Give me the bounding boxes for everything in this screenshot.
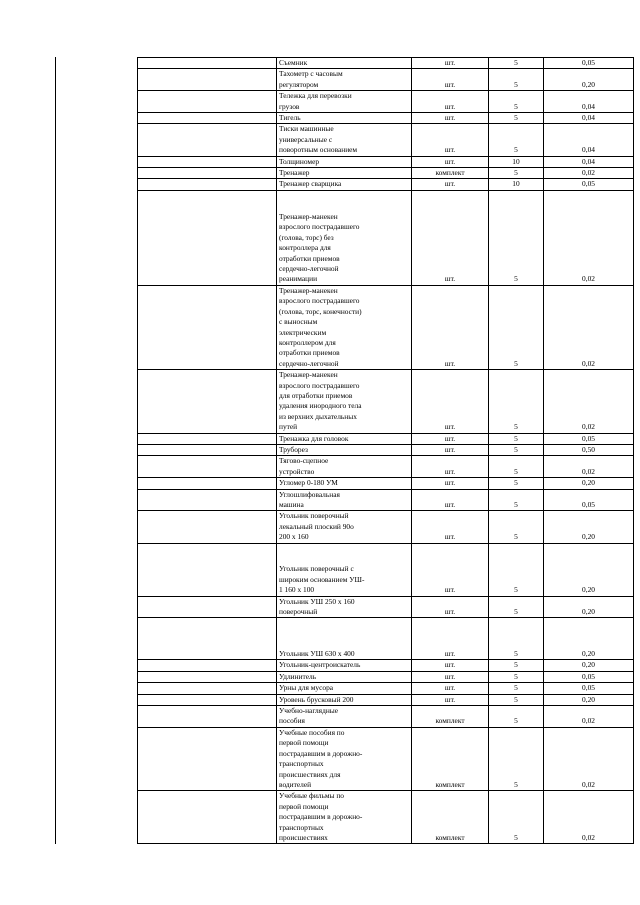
coefficient-cell: [544, 596, 634, 618]
unit-cell: [412, 618, 489, 660]
item-name-cell: [277, 179, 412, 190]
coefficient-text: 0,20: [582, 532, 595, 542]
item-name-cell: [277, 706, 412, 728]
quantity-cell: [489, 706, 544, 728]
unit-text: шт.: [444, 444, 456, 454]
coefficient-cell: [544, 683, 634, 694]
quantity-cell: [489, 91, 544, 113]
coefficient-text: 0,02: [582, 422, 595, 432]
coefficient-text: 0,50: [582, 444, 595, 454]
row-spacer-cell: [138, 671, 277, 682]
quantity-cell: [489, 370, 544, 433]
coefficient-text: 0,02: [582, 466, 595, 476]
coefficient-cell: [544, 91, 634, 113]
coefficient-text: 0,04: [582, 156, 595, 166]
quantity-text: 5: [514, 671, 518, 681]
coefficient-text: 0,05: [582, 433, 595, 443]
quantity-text: 5: [514, 683, 518, 693]
item-name-text: Тренажер сварщика: [279, 179, 342, 189]
coefficient-text: 0,05: [582, 179, 595, 189]
unit-text: шт.: [444, 113, 456, 123]
table-row: [138, 91, 634, 113]
coefficient-cell: [544, 511, 634, 543]
row-spacer-cell: [138, 596, 277, 618]
item-name-cell: [277, 444, 412, 455]
equipment-table: [137, 57, 634, 844]
item-name-text: Учебные фильмы по первой помощи пострадавшим в дорожно- транспортных происшествиях: [279, 791, 363, 842]
quantity-text: 5: [514, 466, 518, 476]
table-row: [138, 791, 634, 844]
coefficient-text: 0,02: [582, 358, 595, 368]
coefficient-text: 0,04: [582, 145, 595, 155]
coefficient-text: 0,02: [582, 716, 595, 726]
item-name-text: Тахометр с часовым регулятором: [279, 69, 343, 89]
item-name-cell: [277, 58, 412, 69]
item-name-cell: [277, 543, 412, 596]
item-name-cell: [277, 489, 412, 511]
item-name-cell: [277, 168, 412, 179]
item-name-cell: [277, 113, 412, 124]
quantity-cell: [489, 433, 544, 444]
coefficient-text: 0,04: [582, 101, 595, 111]
item-name-text: Угольник УШ 250 х 160 поверочный: [279, 596, 355, 617]
table-row: [138, 156, 634, 167]
quantity-text: 5: [514, 58, 518, 67]
item-name-cell: [277, 69, 412, 91]
row-spacer-cell: [138, 683, 277, 694]
row-spacer-cell: [138, 179, 277, 190]
quantity-text: 10: [512, 156, 520, 166]
table-row: [138, 69, 634, 91]
table-row: [138, 618, 634, 660]
unit-cell: [412, 791, 489, 844]
quantity-cell: [489, 58, 544, 69]
quantity-cell: [489, 596, 544, 618]
item-name-cell: [277, 683, 412, 694]
unit-cell: [412, 433, 489, 444]
table-row: [138, 543, 634, 596]
item-name-cell: [277, 791, 412, 844]
quantity-text: 5: [514, 444, 518, 454]
unit-text: шт.: [444, 358, 456, 368]
equipment-table-body: [138, 58, 634, 844]
quantity-text: 5: [514, 607, 518, 617]
item-name-cell: [277, 370, 412, 433]
unit-cell: [412, 370, 489, 433]
quantity-text: 5: [514, 532, 518, 542]
table-row: [138, 444, 634, 455]
quantity-cell: [489, 660, 544, 671]
unit-text: шт.: [444, 145, 456, 155]
item-name-cell: [277, 671, 412, 682]
item-name-text: Углошлифовальная машина: [279, 489, 340, 509]
coefficient-text: 0,20: [582, 660, 595, 670]
item-name-cell: [277, 124, 412, 156]
quantity-cell: [489, 69, 544, 91]
quantity-cell: [489, 727, 544, 790]
coefficient-text: 0,20: [582, 607, 595, 617]
unit-text: комплект: [435, 168, 465, 178]
table-row: [138, 58, 634, 69]
unit-text: комплект: [435, 716, 465, 726]
row-spacer-cell: [138, 618, 277, 660]
left-margin-line: [55, 57, 56, 844]
quantity-cell: [489, 683, 544, 694]
unit-text: шт.: [444, 607, 456, 617]
row-spacer-cell: [138, 444, 277, 455]
coefficient-cell: [544, 168, 634, 179]
coefficient-cell: [544, 618, 634, 660]
quantity-cell: [489, 671, 544, 682]
unit-cell: [412, 660, 489, 671]
quantity-cell: [489, 543, 544, 596]
quantity-text: 5: [514, 274, 518, 284]
item-name-text: Угольник поверочный лекальный плоский 90о 200 х 160: [279, 511, 354, 542]
unit-text: шт.: [444, 422, 456, 432]
item-name-cell: [277, 727, 412, 790]
quantity-text: 5: [514, 168, 518, 178]
quantity-text: 5: [514, 79, 518, 89]
item-name-text: Тренажер-манекен взрослого пострадавшего для отработки приемов удаления инородного тела из верхних дыхательных путей: [279, 370, 362, 432]
unit-text: шт.: [444, 660, 456, 670]
unit-cell: [412, 706, 489, 728]
unit-text: шт.: [444, 433, 456, 443]
quantity-text: 5: [514, 694, 518, 704]
item-name-text: Урны для мусора: [279, 683, 334, 693]
item-name-cell: [277, 596, 412, 618]
unit-text: шт.: [444, 532, 456, 542]
coefficient-cell: [544, 456, 634, 478]
row-spacer-cell: [138, 433, 277, 444]
item-name-text: Тиски машинные универсальные с поворотным основанием: [279, 124, 358, 155]
quantity-text: 5: [514, 478, 518, 488]
quantity-text: 5: [514, 832, 518, 842]
quantity-cell: [489, 456, 544, 478]
quantity-text: 5: [514, 660, 518, 670]
item-name-cell: [277, 478, 412, 489]
row-spacer-cell: [138, 168, 277, 179]
coefficient-text: 0,04: [582, 113, 595, 123]
quantity-cell: [489, 478, 544, 489]
item-name-text: Тигель: [279, 113, 301, 123]
unit-text: шт.: [444, 101, 456, 111]
row-spacer-cell: [138, 694, 277, 705]
item-name-text: Тягово-сцепное устройство: [279, 456, 329, 476]
row-spacer-cell: [138, 543, 277, 596]
unit-cell: [412, 671, 489, 682]
table-row: [138, 683, 634, 694]
row-spacer-cell: [138, 156, 277, 167]
row-spacer-cell: [138, 727, 277, 790]
coefficient-cell: [544, 113, 634, 124]
item-name-cell: [277, 694, 412, 705]
quantity-text: 5: [514, 649, 518, 659]
item-name-text: Угольник поверочный с широким основанием УШ- 1 160 х 100: [279, 564, 365, 595]
unit-cell: [412, 456, 489, 478]
unit-cell: [412, 113, 489, 124]
quantity-text: 5: [514, 101, 518, 111]
unit-text: шт.: [444, 478, 456, 488]
coefficient-cell: [544, 190, 634, 285]
quantity-text: 5: [514, 145, 518, 155]
unit-text: шт.: [444, 683, 456, 693]
unit-text: шт.: [444, 58, 456, 67]
coefficient-cell: [544, 285, 634, 369]
row-spacer-cell: [138, 370, 277, 433]
table-row: [138, 706, 634, 728]
table-row: [138, 489, 634, 511]
row-spacer-cell: [138, 91, 277, 113]
row-spacer-cell: [138, 190, 277, 285]
coefficient-text: 0,02: [582, 168, 595, 178]
unit-cell: [412, 124, 489, 156]
unit-cell: [412, 478, 489, 489]
unit-cell: [412, 444, 489, 455]
table-row: [138, 433, 634, 444]
unit-cell: [412, 58, 489, 69]
row-spacer-cell: [138, 124, 277, 156]
unit-text: шт.: [444, 500, 456, 509]
coefficient-cell: [544, 370, 634, 433]
quantity-cell: [489, 124, 544, 156]
item-name-text: Угломер 0-180 УМ: [279, 478, 338, 488]
item-name-text: Тренажка для головок: [279, 433, 349, 443]
quantity-cell: [489, 511, 544, 543]
item-name-cell: [277, 618, 412, 660]
unit-text: шт.: [444, 466, 456, 476]
coefficient-cell: [544, 489, 634, 511]
unit-cell: [412, 727, 489, 790]
unit-cell: [412, 683, 489, 694]
row-spacer-cell: [138, 69, 277, 91]
coefficient-text: 0,05: [582, 683, 595, 693]
table-row: [138, 596, 634, 618]
quantity-text: 5: [514, 113, 518, 123]
coefficient-text: 0,02: [582, 779, 595, 789]
coefficient-text: 0,20: [582, 79, 595, 89]
coefficient-cell: [544, 156, 634, 167]
coefficient-cell: [544, 124, 634, 156]
coefficient-cell: [544, 58, 634, 69]
unit-cell: [412, 694, 489, 705]
unit-cell: [412, 156, 489, 167]
coefficient-text: 0,20: [582, 478, 595, 488]
unit-text: шт.: [444, 671, 456, 681]
row-spacer-cell: [138, 489, 277, 511]
coefficient-cell: [544, 706, 634, 728]
table-row: [138, 113, 634, 124]
quantity-text: 5: [514, 779, 518, 789]
coefficient-text: 0,02: [582, 274, 595, 284]
table-row: [138, 179, 634, 190]
quantity-text: 5: [514, 500, 518, 509]
row-spacer-cell: [138, 285, 277, 369]
table-row: [138, 285, 634, 369]
unit-cell: [412, 543, 489, 596]
table-row: [138, 694, 634, 705]
unit-cell: [412, 285, 489, 369]
coefficient-cell: [544, 543, 634, 596]
quantity-cell: [489, 444, 544, 455]
quantity-text: 5: [514, 716, 518, 726]
coefficient-cell: [544, 433, 634, 444]
item-name-text: Тележка для перевозки грузов: [279, 91, 352, 111]
unit-text: шт.: [444, 79, 456, 89]
row-spacer-cell: [138, 791, 277, 844]
item-name-cell: [277, 285, 412, 369]
table-row: [138, 456, 634, 478]
item-name-text: Удлинитель: [279, 671, 317, 681]
coefficient-cell: [544, 660, 634, 671]
quantity-text: 10: [512, 179, 520, 189]
quantity-text: 5: [514, 433, 518, 443]
coefficient-text: 0,20: [582, 585, 595, 595]
unit-text: шт.: [444, 694, 456, 704]
coefficient-text: 0,02: [582, 832, 595, 842]
quantity-cell: [489, 156, 544, 167]
table-row: [138, 370, 634, 433]
quantity-cell: [489, 489, 544, 511]
table-row: [138, 124, 634, 156]
unit-text: шт.: [444, 274, 456, 284]
unit-cell: [412, 596, 489, 618]
item-name-text: Угольник-центроискатель: [279, 660, 361, 670]
unit-text: комплект: [435, 832, 465, 842]
coefficient-cell: [544, 179, 634, 190]
coefficient-cell: [544, 791, 634, 844]
quantity-cell: [489, 179, 544, 190]
item-name-text: Тренажер-манекен взрослого пострадавшего (голова, торс) без контроллера для отработки приемов сердечно-легочной реанимации: [279, 212, 360, 284]
unit-cell: [412, 190, 489, 285]
row-spacer-cell: [138, 511, 277, 543]
table-row: [138, 727, 634, 790]
coefficient-cell: [544, 727, 634, 790]
quantity-cell: [489, 694, 544, 705]
quantity-text: 5: [514, 358, 518, 368]
item-name-cell: [277, 660, 412, 671]
unit-cell: [412, 511, 489, 543]
item-name-text: Толщиномер: [279, 156, 320, 166]
item-name-text: Уровень брусковый 200: [279, 694, 354, 704]
coefficient-text: 0,05: [582, 671, 595, 681]
coefficient-text: 0,20: [582, 649, 595, 659]
table-row: [138, 478, 634, 489]
item-name-cell: [277, 190, 412, 285]
coefficient-cell: [544, 694, 634, 705]
unit-text: шт.: [444, 179, 456, 189]
table-row: [138, 671, 634, 682]
quantity-cell: [489, 190, 544, 285]
row-spacer-cell: [138, 706, 277, 728]
row-spacer-cell: [138, 660, 277, 671]
unit-cell: [412, 91, 489, 113]
item-name-text: Учебно-наглядные пособия: [279, 706, 339, 726]
row-spacer-cell: [138, 113, 277, 124]
coefficient-cell: [544, 444, 634, 455]
item-name-cell: [277, 511, 412, 543]
item-name-text: Труборез: [279, 444, 308, 454]
unit-cell: [412, 489, 489, 511]
row-spacer-cell: [138, 58, 277, 69]
table-row: [138, 660, 634, 671]
coefficient-cell: [544, 671, 634, 682]
coefficient-text: 0,05: [582, 58, 595, 67]
row-spacer-cell: [138, 456, 277, 478]
table-row: [138, 511, 634, 543]
table-row: [138, 190, 634, 285]
coefficient-cell: [544, 478, 634, 489]
quantity-cell: [489, 113, 544, 124]
unit-cell: [412, 69, 489, 91]
coefficient-text: 0,20: [582, 694, 595, 704]
item-name-text: Угольник УШ 630 х 400: [279, 649, 355, 659]
quantity-cell: [489, 791, 544, 844]
unit-cell: [412, 168, 489, 179]
unit-text: шт.: [444, 649, 456, 659]
item-name-text: Учебные пособия по первой помощи пострадавшим в дорожно- транспортных происшествиях для водителей: [279, 727, 363, 789]
quantity-text: 5: [514, 422, 518, 432]
unit-text: шт.: [444, 156, 456, 166]
unit-text: шт.: [444, 585, 456, 595]
quantity-cell: [489, 168, 544, 179]
item-name-cell: [277, 91, 412, 113]
unit-cell: [412, 179, 489, 190]
quantity-cell: [489, 285, 544, 369]
item-name-text: Тренажер-манекен взрослого пострадавшего (голова, торс, конечности) с выносным электрическим контроллером для отработки приемов сердечно-легочной: [279, 285, 362, 368]
quantity-text: 5: [514, 585, 518, 595]
quantity-cell: [489, 618, 544, 660]
item-name-text: Съемник: [279, 58, 308, 67]
row-spacer-cell: [138, 478, 277, 489]
item-name-cell: [277, 156, 412, 167]
item-name-cell: [277, 456, 412, 478]
item-name-text: Тренажер: [279, 168, 310, 178]
item-name-cell: [277, 433, 412, 444]
table-row: [138, 168, 634, 179]
unit-text: комплект: [435, 779, 465, 789]
coefficient-text: 0,05: [582, 500, 595, 509]
coefficient-cell: [544, 69, 634, 91]
